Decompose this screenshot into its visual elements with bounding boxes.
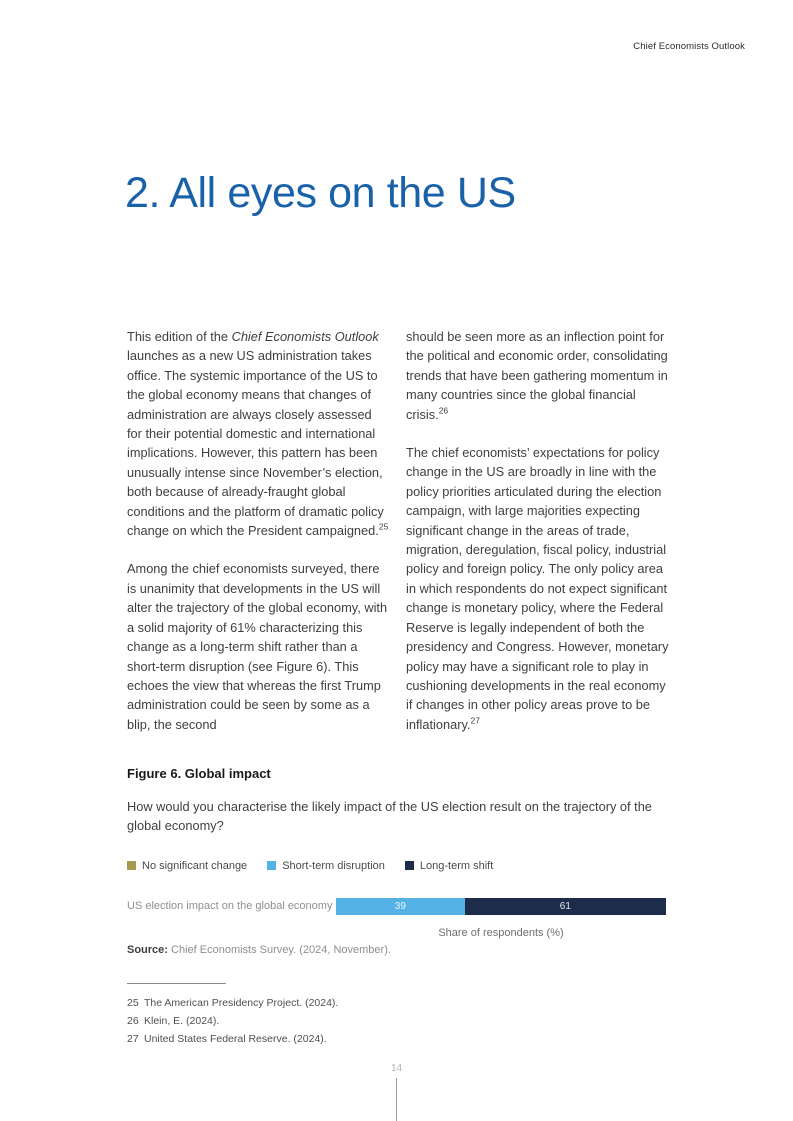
bar-value-label: 61 [559, 900, 571, 912]
legend-label: Short-term disruption [282, 859, 385, 872]
figure-question: How would you characterise the likely impact of the US election result on the trajectory of the global economy? [127, 799, 652, 834]
bar-category-label: US election impact on the global economy [127, 900, 333, 913]
source-line [127, 944, 391, 956]
paragraph: The chief economists’ expectations for policy change in the US are broadly in line with the policy priorities articulated during the election campaign, with large majorities expecting significant change in the areas of trade, migration, deregulation, fiscal policy, industrial policy and foreign policy. The only policy area in which respondents do not expect significant change is monetary policy, where the Federal Reserve is legally independent of both the presidency and Congress. However, monetary policy may have a significant role to play in cushioning developments in the real economy if changes in other policy areas prove to be inflationary.$^{27}$ [406, 445, 669, 732]
footnote: 25 The American Presidency Project. (2024). [127, 997, 339, 1009]
page-number: 14 [390, 1063, 403, 1074]
source-label: Source: [127, 944, 168, 956]
page-title: 2. All eyes on the US [125, 168, 516, 217]
stacked-bar [336, 898, 666, 915]
footer-rule [396, 1078, 397, 1121]
legend-item [405, 860, 493, 872]
running-header: Chief Economists Outlook [633, 41, 745, 52]
bar-segment-2 [465, 898, 666, 915]
footnotes [127, 994, 338, 1048]
legend-item [267, 860, 385, 872]
legend-swatch [127, 861, 136, 870]
right-column [406, 327, 669, 753]
figure-title: Figure 6. Global impact [127, 766, 271, 781]
bar-value-label: 39 [394, 900, 406, 912]
paragraph: should be seen more as an inflection point for the political and economic order, consolidating trends that have been gathering momentum in many countries since the global financial crisis.$^{26}$ [406, 329, 668, 422]
legend-label: Long-term shift [419, 859, 494, 872]
x-axis-label: Share of respondents (%) [438, 926, 564, 939]
footnote-marker: 27 [470, 715, 480, 726]
bar-segment-1 [336, 898, 465, 915]
chart-legend [127, 860, 669, 872]
body-columns [127, 327, 669, 753]
legend-swatch [405, 861, 414, 870]
footnote: 27 United States Federal Reserve. (2024). [127, 1033, 327, 1045]
footnote-marker: 25 [378, 521, 389, 532]
paragraph: This edition of the Chief Economists Outlook launches as a new US administration takes office. The systemic importance of the US to the global economy means that changes of administration are always closely assessed for their potential domestic and international implications. However, this pattern has been unusually intense since November’s election, both because of already-fraught global conditions and the platform of dramatic policy change on which the President campaigned.$^{25}$ [127, 329, 389, 539]
figure-6 [127, 766, 669, 939]
footnote: 26 Klein, E. (2024). [127, 1015, 220, 1027]
left-column [127, 327, 390, 753]
footnote-marker: 26 [438, 405, 449, 416]
legend-label: No significant change [142, 859, 248, 872]
source-text: Chief Economists Survey. (2024, November). [167, 944, 391, 956]
legend-item [127, 860, 247, 872]
footnote-divider [127, 983, 226, 984]
paragraph: Among the chief economists surveyed, there is unanimity that developments in the US will alter the trajectory of the global economy, with a solid majority of 61% characterizing this change as a long-term shift rather than a short-term disruption (see Figure 6). This echoes the view that whereas the first Trump administration could be seen by some as a blip, the second [127, 561, 388, 732]
legend-swatch [267, 861, 276, 870]
chart-row [127, 898, 669, 915]
